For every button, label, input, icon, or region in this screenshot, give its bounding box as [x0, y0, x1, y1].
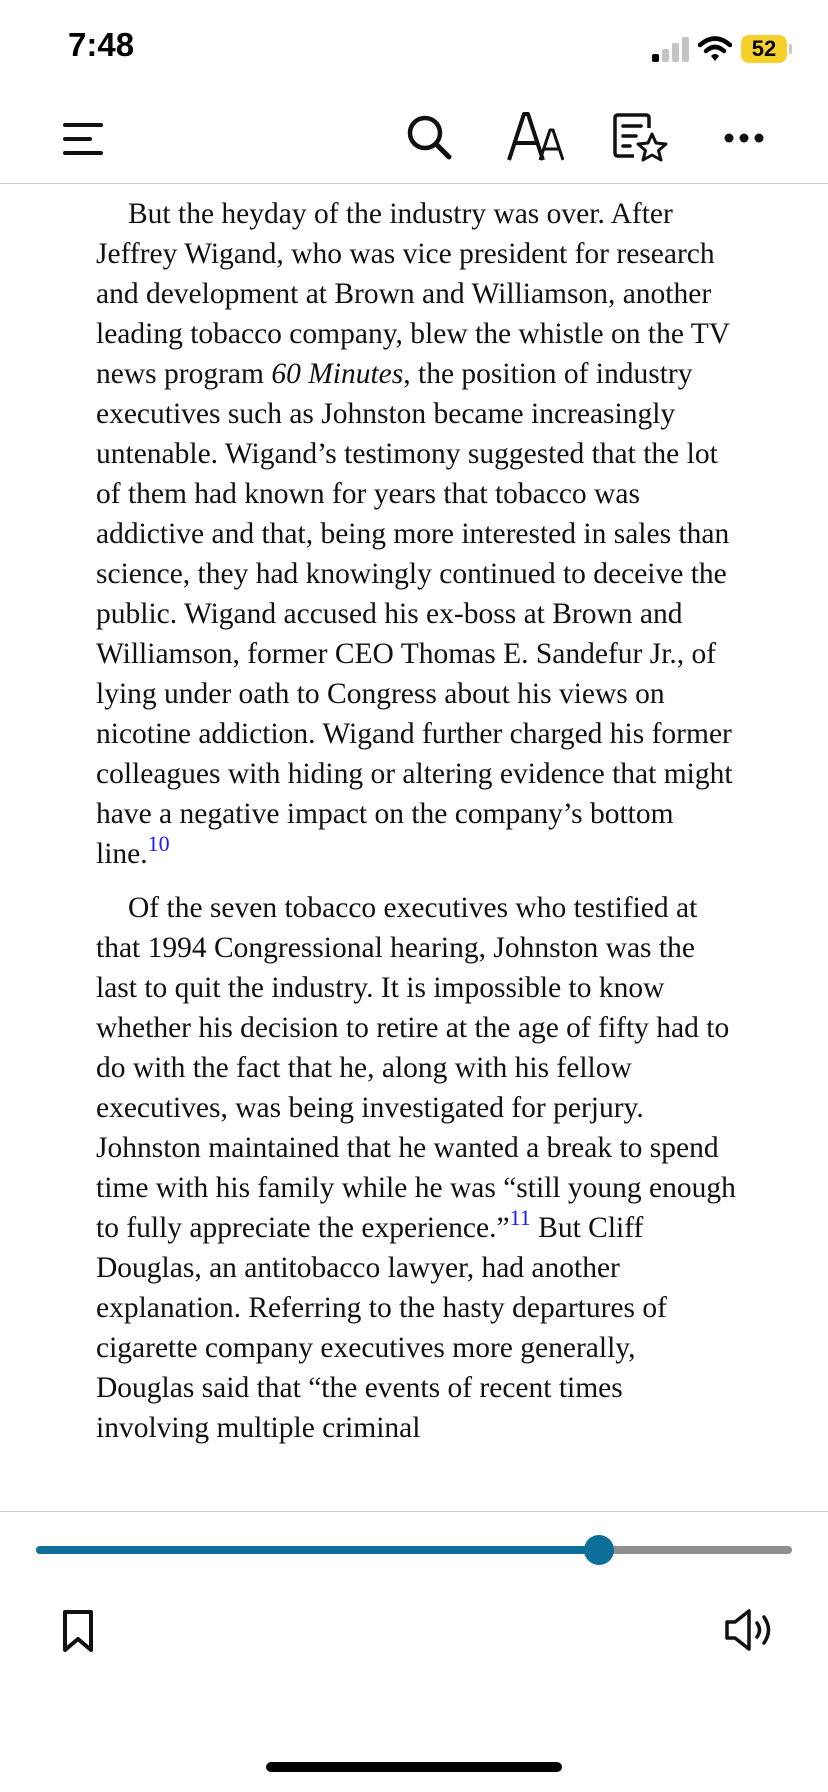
- reading-pane[interactable]: [96, 194, 736, 1506]
- battery-icon: [741, 35, 787, 63]
- cellular-signal-icon: [651, 37, 691, 63]
- menu-icon[interactable]: [62, 121, 104, 157]
- progress-thumb[interactable]: [584, 1535, 614, 1565]
- program-title: 60 Minutes: [271, 358, 404, 390]
- footnote-link[interactable]: 10: [147, 831, 170, 856]
- battery-tip: [789, 44, 792, 54]
- paragraph: [96, 194, 736, 874]
- battery-level: 52: [751, 36, 777, 61]
- paragraph-text: But the heyday of the industry was over. After Jeffrey Wigand, who was vice president for research and development at Brown and Williamson, another leading tobacco company, blew the whistle on the TV news program: [96, 198, 730, 390]
- bookmark-icon[interactable]: [62, 1609, 94, 1653]
- paragraph-text: , the position of industry executives such as Johnston became increasingly untenable. Wigand’s testimony suggested that the lot of them had known for years that tobacco was addictive and that, being more interested in sales than science, they had knowingly continued to deceive the public. Wigand accused his ex-boss at Brown and Williamson, former CEO Thomas E. Sandefur Jr., of lying under oath to Congress about his views on nicotine addiction. Wigand further charged his former colleagues with hiding or altering evidence that might have a negative impact on the company’s bottom line.: [96, 358, 733, 870]
- paragraph-text: But Cliff Douglas, an antitobacco lawyer, had another explanation. Referring to the hasty departures of cigarette company executives more generally, Douglas said that “the events of recent times involving multiple criminal: [96, 1212, 667, 1444]
- font-size-icon[interactable]: [506, 110, 564, 162]
- speaker-icon[interactable]: [724, 1607, 776, 1653]
- more-icon[interactable]: [724, 132, 764, 144]
- progress-fill: [36, 1546, 599, 1554]
- wifi-icon: [698, 36, 732, 62]
- toolbar-divider: [0, 183, 828, 184]
- notes-icon[interactable]: [612, 112, 668, 166]
- paragraph: [96, 888, 736, 1448]
- status-time: 7:48: [68, 26, 135, 63]
- search-icon[interactable]: [406, 114, 452, 160]
- home-indicator: [266, 1762, 562, 1772]
- footnote-link[interactable]: 11: [509, 1205, 531, 1230]
- paragraph-text: Of the seven tobacco executives who testified at that 1994 Congressional hearing, Johnston was the last to quit the industry. It is impossible to know whether his decision to retire at the age of fifty had to do with the fact that he, along with his fellow executives, was being investigated for perjury. Johnston maintained that he wanted a break to spend time with his family while he was “still young enough to fully appreciate the experience.”: [96, 892, 736, 1244]
- reader-divider: [0, 1511, 828, 1512]
- progress-slider[interactable]: [36, 1546, 792, 1554]
